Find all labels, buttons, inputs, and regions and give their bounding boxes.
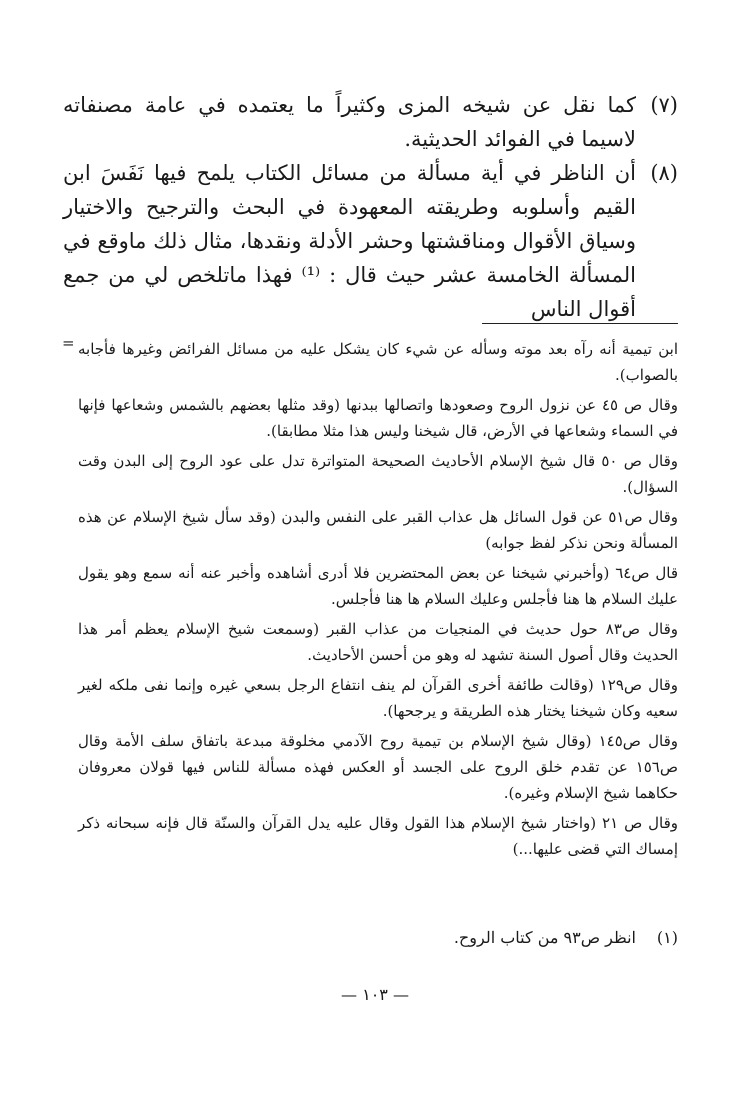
list-item bbox=[63, 156, 678, 326]
note-paragraph: وقال ص٥١ عن قول السائل هل عذاب القبر على النفس والبدن (وقد سأل شيخ الإسلام عن هذه المسألة ونحن نذكر لفظ جوابه) bbox=[78, 508, 678, 552]
footnote-separator bbox=[482, 323, 678, 324]
item-number: (٨) bbox=[650, 161, 678, 185]
item-number: (٧) bbox=[650, 93, 678, 117]
note-paragraph: وقال ص١٢٩ (وقالت طائفة أخرى القرآن لم ينف انتفاع الرجل بسعي غيره وإنما نفى ملكه لغير سعيه وكان شيخنا يختار هذه الطريقة و يرجحها). bbox=[78, 676, 678, 720]
footnote-number: (١) bbox=[656, 928, 678, 947]
note-paragraph: وقال ص ٤٥ عن نزول الروح وصعودها واتصالها ببدنها (وقد مثلها بعضهم بالشمس وشعاعها فإنها في السماء وشعاعها في الأرض، قال شيخنا وليس هذا مثلا مطابقا). bbox=[78, 396, 678, 440]
footnote-text: انظر ص٩٣ من كتاب الروح. bbox=[453, 928, 636, 947]
note-paragraph: ابن تيمية أنه رآه بعد موته وسأله عن شيء كان يشكل عليه من مسائل الفرائض وغيرها فأجابه بالصواب). bbox=[78, 340, 678, 384]
list-item bbox=[63, 88, 678, 156]
main-text bbox=[63, 88, 678, 326]
continuation-marker: = bbox=[62, 334, 75, 352]
page-number: — ١٠٣ — bbox=[341, 985, 409, 1004]
note-paragraph: وقال ص ٢١ (واختار شيخ الإسلام هذا القول وقال عليه يدل القرآن والسنّة قال فإنه سبحانه ذكر إمساك التي قضى عليها...) bbox=[78, 814, 678, 858]
note-paragraph: وقال ص٨٣ حول حديث في المنجيات من عذاب القبر (وسمعت شيخ الإسلام يعظم أمر هذا الحديث وقال أصول السنة تشهد له وهو من أحسن الأحاديث. bbox=[78, 620, 678, 664]
note-paragraph: وقال ص ٥٠ قال شيخ الإسلام الأحاديث الصحيحة المتواترة تدل على عود الروح إلى البدن وقت السؤال). bbox=[78, 452, 678, 496]
note-paragraph: قال ص٦٤ (وأخبرني شيخنا عن بعض المحتضرين فلا أدرى أشاهده وأخبر عنه أنه سمع وهو يقول عليك السلام ها هنا فأجلس وعليك السلام ها هنا فأجلس. bbox=[78, 564, 678, 608]
item-text: أن الناظر في أية مسألة من مسائل الكتاب يلمح فيها نَفَسَ ابن القيم وأسلوبه وطريقته المعهودة في البحث والترجيح والاختيار وسياق الأقوال ومناقشتها وحشر الأدلة ونقدها، مثال ذلك ماوقع في المسألة الخامسة عشر حيث قال : ⁽¹⁾ فهذا ماتلخص لي من جمع أقوال الناس bbox=[63, 161, 636, 321]
footnote bbox=[454, 928, 678, 947]
note-paragraph: وقال ص١٤٥ (وقال شيخ الإسلام بن تيمية روح الآدمي مخلوقة مبدعة باتفاق سلف الأمة وقال ص١٥٦ عن تقدم خلق الروح على الجسد أو العكس فهذه مسألة للناس فيها قولان معروفان حكاهما شيخ الإسلام وغيره). bbox=[78, 732, 678, 802]
footnotes-block bbox=[78, 336, 678, 866]
item-text: كما نقل عن شيخه المزى وكثيراً ما يعتمده في عامة مصنفاته لاسيما في الفوائد الحديثية. bbox=[63, 93, 636, 151]
